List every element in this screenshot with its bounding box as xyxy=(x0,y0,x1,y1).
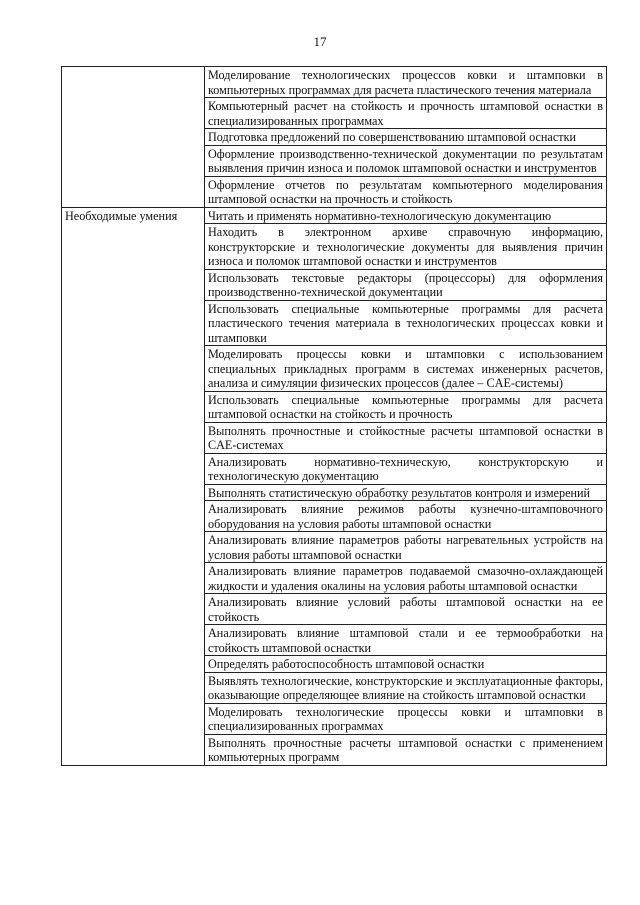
table-cell-item xyxy=(205,176,607,207)
table-row xyxy=(62,67,607,98)
table-cell-item xyxy=(205,391,607,422)
table-cell-item xyxy=(205,422,607,453)
item-text: Использовать специальные компьютерные программы для расчета штамповой оснастки на стойкость и прочность xyxy=(208,392,603,421)
item-text: Выполнять статистическую обработку результатов контроля и измерений xyxy=(208,485,591,500)
table-cell-item xyxy=(205,300,607,346)
section-label: Необходимые умения xyxy=(65,208,178,223)
item-text: Анализировать влияние параметров подаваемой смазочно-охлаждающей жидкости и удаления окалины на условия работы штамповой оснастки xyxy=(208,564,603,593)
table-cell-item xyxy=(205,703,607,734)
table-cell-item xyxy=(205,346,607,392)
item-text: Использовать специальные компьютерные программы для расчета пластического течения материала в технологических процессах ковки и штамповки xyxy=(208,301,603,345)
table-cell-item xyxy=(205,594,607,625)
table-cell-item xyxy=(205,453,607,484)
item-text: Моделировать процессы ковки и штамповки с использованием специальных прикладных программ в системах инженерных расчетов, анализа и симуляции физических процессов (далее – CAE-системы) xyxy=(208,347,603,390)
item-text: Оформление отчетов по результатам компьютерного моделирования штамповой оснастки на прочность и стойкость xyxy=(208,177,603,206)
table-cell-item xyxy=(205,269,607,300)
item-text: Подготовка предложений по совершенствованию штамповой оснастки xyxy=(208,130,577,144)
item-text: Определять работоспособность штамповой оснастки xyxy=(208,657,485,671)
item-text: Выполнять прочностные и стойкостные расчеты штамповой оснастки в CAE-системах xyxy=(208,423,603,452)
requirements-table xyxy=(61,66,607,766)
table-cell-item xyxy=(205,145,607,176)
table-cell-label xyxy=(62,207,205,765)
item-text: Анализировать влияние параметров работы нагревательных устройств на условия работы штамповой оснастки xyxy=(208,533,603,562)
item-text: Анализировать влияние условий работы штамповой оснастки на ее стойкость xyxy=(208,595,603,624)
table-cell-item xyxy=(205,532,607,563)
table-cell-item xyxy=(205,129,607,146)
table-cell-item xyxy=(205,207,607,224)
table-cell-label-empty xyxy=(62,67,205,208)
table-cell-item xyxy=(205,563,607,594)
item-text: Моделировать технологические процессы ковки и штамповки в специализированных программах xyxy=(208,704,603,733)
item-text: Находить в электронном архиве справочную информацию, конструкторские и технологические документы для выявления причин износа и поломок штамповой оснастки и инструментов xyxy=(208,225,603,268)
page-number: 17 xyxy=(313,34,327,49)
item-text: Анализировать влияние штамповой стали и ее термообработки на стойкость штамповой оснастки xyxy=(208,626,603,655)
table-cell-item xyxy=(205,224,607,270)
item-text: Моделирование технологических процессов ковки и штамповки в компьютерных программах для расчета пластического течения материала xyxy=(208,68,603,97)
item-text: Выявлять технологические, конструкторские и эксплуатационные факторы, оказывающие определяющее влияние на стойкость штамповой оснастки xyxy=(208,673,603,702)
table-cell-item xyxy=(205,734,607,765)
item-text: Компьютерный расчет на стойкость и прочность штамповой оснастки в специализированных программах xyxy=(208,99,603,128)
item-text: Выполнять прочностные расчеты штамповой оснастки с применением компьютерных программ xyxy=(208,735,603,764)
table-row xyxy=(62,207,607,224)
table-cell-item xyxy=(205,625,607,656)
item-text: Использовать текстовые редакторы (процессоры) для оформления производственно-технической документации xyxy=(208,270,603,299)
table-cell-item xyxy=(205,67,607,98)
table-cell-item xyxy=(205,98,607,129)
item-text: Читать и применять нормативно-технологическую документацию xyxy=(208,208,552,223)
table-cell-item xyxy=(205,484,607,501)
item-text: Оформление производственно-технической документации по результатам выявления причин износа и поломок штамповой оснастки и инструментов xyxy=(208,146,603,175)
item-text: Анализировать нормативно-техническую, конструкторскую и технологическую документацию xyxy=(208,454,603,483)
table-cell-item xyxy=(205,672,607,703)
table-cell-item xyxy=(205,656,607,673)
requirements-table-body xyxy=(62,67,607,766)
table-cell-item xyxy=(205,501,607,532)
item-text: Анализировать влияние режимов работы кузнечно-штамповочного оборудования на условия работы штамповой оснастки xyxy=(208,502,603,531)
